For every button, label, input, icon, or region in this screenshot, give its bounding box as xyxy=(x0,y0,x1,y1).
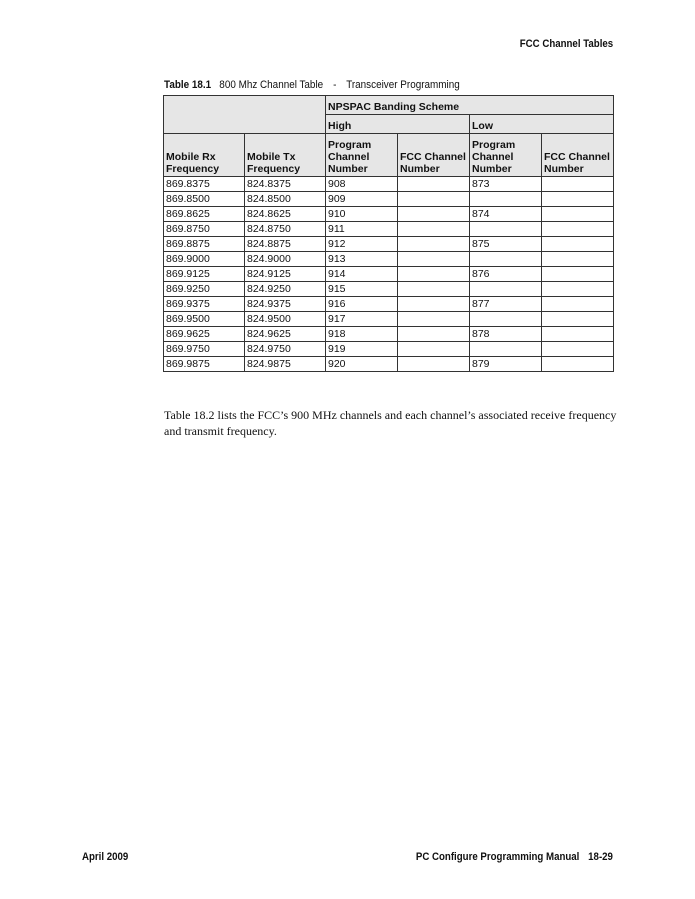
mobile-rx-cell: 869.8375 xyxy=(164,177,245,192)
low-fcc-channel-cell xyxy=(542,237,614,252)
high-fcc-channel-cell xyxy=(398,342,470,357)
high-program-channel-cell: 920 xyxy=(326,357,398,372)
low-fcc-channel-cell xyxy=(542,177,614,192)
low-fcc-channel-cell xyxy=(542,222,614,237)
high-program-channel-cell: 913 xyxy=(326,252,398,267)
high-program-channel-cell: 916 xyxy=(326,297,398,312)
high-program-channel-cell: 909 xyxy=(326,192,398,207)
col-header-mobile-tx: Mobile Tx Frequency xyxy=(245,134,326,177)
footer-manual-title: PC Configure Programming Manual xyxy=(415,851,580,863)
high-fcc-channel-cell xyxy=(398,357,470,372)
mobile-rx-cell: 869.8500 xyxy=(164,192,245,207)
high-fcc-channel-cell xyxy=(398,297,470,312)
low-fcc-channel-cell xyxy=(542,297,614,312)
mobile-rx-cell: 869.9250 xyxy=(164,282,245,297)
mobile-rx-cell: 869.9375 xyxy=(164,297,245,312)
col-header-high-fcc-channel: FCC Channel Number xyxy=(398,134,470,177)
mobile-rx-cell: 869.8750 xyxy=(164,222,245,237)
table-row xyxy=(164,177,614,192)
low-program-channel-cell: 878 xyxy=(470,327,542,342)
low-fcc-channel-cell xyxy=(542,327,614,342)
table-caption xyxy=(164,79,460,91)
table-row xyxy=(164,297,614,312)
low-program-channel-cell xyxy=(470,312,542,327)
col-header-low-program-channel: Program Channel Number xyxy=(470,134,542,177)
table-row xyxy=(164,357,614,372)
low-program-channel-cell xyxy=(470,342,542,357)
low-fcc-channel-cell xyxy=(542,357,614,372)
table-row xyxy=(164,342,614,357)
mobile-tx-cell: 824.9625 xyxy=(245,327,326,342)
mobile-tx-cell: 824.9750 xyxy=(245,342,326,357)
low-band-header: Low xyxy=(470,115,614,134)
low-program-channel-cell xyxy=(470,192,542,207)
mobile-tx-cell: 824.8875 xyxy=(245,237,326,252)
low-fcc-channel-cell xyxy=(542,207,614,222)
col-header-low-fcc-channel: FCC Channel Number xyxy=(542,134,614,177)
mobile-rx-cell: 869.9750 xyxy=(164,342,245,357)
footer-date: April 2009 xyxy=(82,851,129,863)
mobile-rx-cell: 869.9500 xyxy=(164,312,245,327)
high-fcc-channel-cell xyxy=(398,237,470,252)
high-fcc-channel-cell xyxy=(398,177,470,192)
mobile-rx-cell: 869.8625 xyxy=(164,207,245,222)
high-program-channel-cell: 915 xyxy=(326,282,398,297)
low-fcc-channel-cell xyxy=(542,252,614,267)
npspac-group-header: NPSPAC Banding Scheme xyxy=(326,96,614,115)
table-title: 800 Mhz Channel Table xyxy=(219,79,324,91)
low-fcc-channel-cell xyxy=(542,192,614,207)
table-row xyxy=(164,282,614,297)
footer-page-number: 18-29 xyxy=(588,851,613,863)
high-fcc-channel-cell xyxy=(398,312,470,327)
section-title: FCC Channel Tables xyxy=(519,38,613,50)
mobile-tx-cell: 824.9000 xyxy=(245,252,326,267)
body-paragraph: Table 18.2 lists the FCC’s 900 MHz channels and each channel’s associated receive frequency and transmit frequency. xyxy=(164,408,617,438)
high-program-channel-cell: 914 xyxy=(326,267,398,282)
col-header-mobile-rx: Mobile Rx Frequency xyxy=(164,134,245,177)
caption-separator: - xyxy=(333,79,337,91)
mobile-tx-cell: 824.8500 xyxy=(245,192,326,207)
footer-right xyxy=(416,851,613,863)
table-row xyxy=(164,312,614,327)
mobile-rx-cell: 869.9125 xyxy=(164,267,245,282)
table-row xyxy=(164,252,614,267)
mobile-tx-cell: 824.9875 xyxy=(245,357,326,372)
mobile-tx-cell: 824.9500 xyxy=(245,312,326,327)
table-row xyxy=(164,222,614,237)
table-row xyxy=(164,267,614,282)
low-program-channel-cell xyxy=(470,222,542,237)
high-fcc-channel-cell xyxy=(398,282,470,297)
low-program-channel-cell: 876 xyxy=(470,267,542,282)
mobile-rx-cell: 869.9000 xyxy=(164,252,245,267)
high-program-channel-cell: 919 xyxy=(326,342,398,357)
group-header-row xyxy=(164,96,614,115)
mobile-tx-cell: 824.9125 xyxy=(245,267,326,282)
high-fcc-channel-cell xyxy=(398,192,470,207)
high-fcc-channel-cell xyxy=(398,207,470,222)
mobile-rx-cell: 869.9625 xyxy=(164,327,245,342)
low-fcc-channel-cell xyxy=(542,267,614,282)
mobile-tx-cell: 824.9375 xyxy=(245,297,326,312)
low-fcc-channel-cell xyxy=(542,342,614,357)
high-fcc-channel-cell xyxy=(398,327,470,342)
mobile-rx-cell: 869.9875 xyxy=(164,357,245,372)
table-number: Table 18.1 xyxy=(164,79,212,91)
high-program-channel-cell: 918 xyxy=(326,327,398,342)
mobile-tx-cell: 824.9250 xyxy=(245,282,326,297)
high-program-channel-cell: 912 xyxy=(326,237,398,252)
high-program-channel-cell: 917 xyxy=(326,312,398,327)
blank-header-cell xyxy=(164,96,326,134)
table-body xyxy=(164,177,614,372)
low-program-channel-cell: 877 xyxy=(470,297,542,312)
table-row xyxy=(164,327,614,342)
low-program-channel-cell xyxy=(470,282,542,297)
table-row xyxy=(164,207,614,222)
high-fcc-channel-cell xyxy=(398,222,470,237)
mobile-tx-cell: 824.8750 xyxy=(245,222,326,237)
low-program-channel-cell xyxy=(470,252,542,267)
low-program-channel-cell: 873 xyxy=(470,177,542,192)
column-header-row xyxy=(164,134,614,177)
high-fcc-channel-cell xyxy=(398,267,470,282)
mobile-tx-cell: 824.8375 xyxy=(245,177,326,192)
low-fcc-channel-cell xyxy=(542,282,614,297)
low-program-channel-cell: 879 xyxy=(470,357,542,372)
mobile-tx-cell: 824.8625 xyxy=(245,207,326,222)
col-header-high-program-channel: Program Channel Number xyxy=(326,134,398,177)
high-program-channel-cell: 908 xyxy=(326,177,398,192)
channel-table xyxy=(163,95,614,372)
high-program-channel-cell: 911 xyxy=(326,222,398,237)
low-program-channel-cell: 875 xyxy=(470,237,542,252)
mobile-rx-cell: 869.8875 xyxy=(164,237,245,252)
table-row xyxy=(164,192,614,207)
low-program-channel-cell: 874 xyxy=(470,207,542,222)
high-fcc-channel-cell xyxy=(398,252,470,267)
high-band-header: High xyxy=(326,115,470,134)
low-fcc-channel-cell xyxy=(542,312,614,327)
table-subtitle: Transceiver Programming xyxy=(346,79,460,91)
high-program-channel-cell: 910 xyxy=(326,207,398,222)
table-row xyxy=(164,237,614,252)
